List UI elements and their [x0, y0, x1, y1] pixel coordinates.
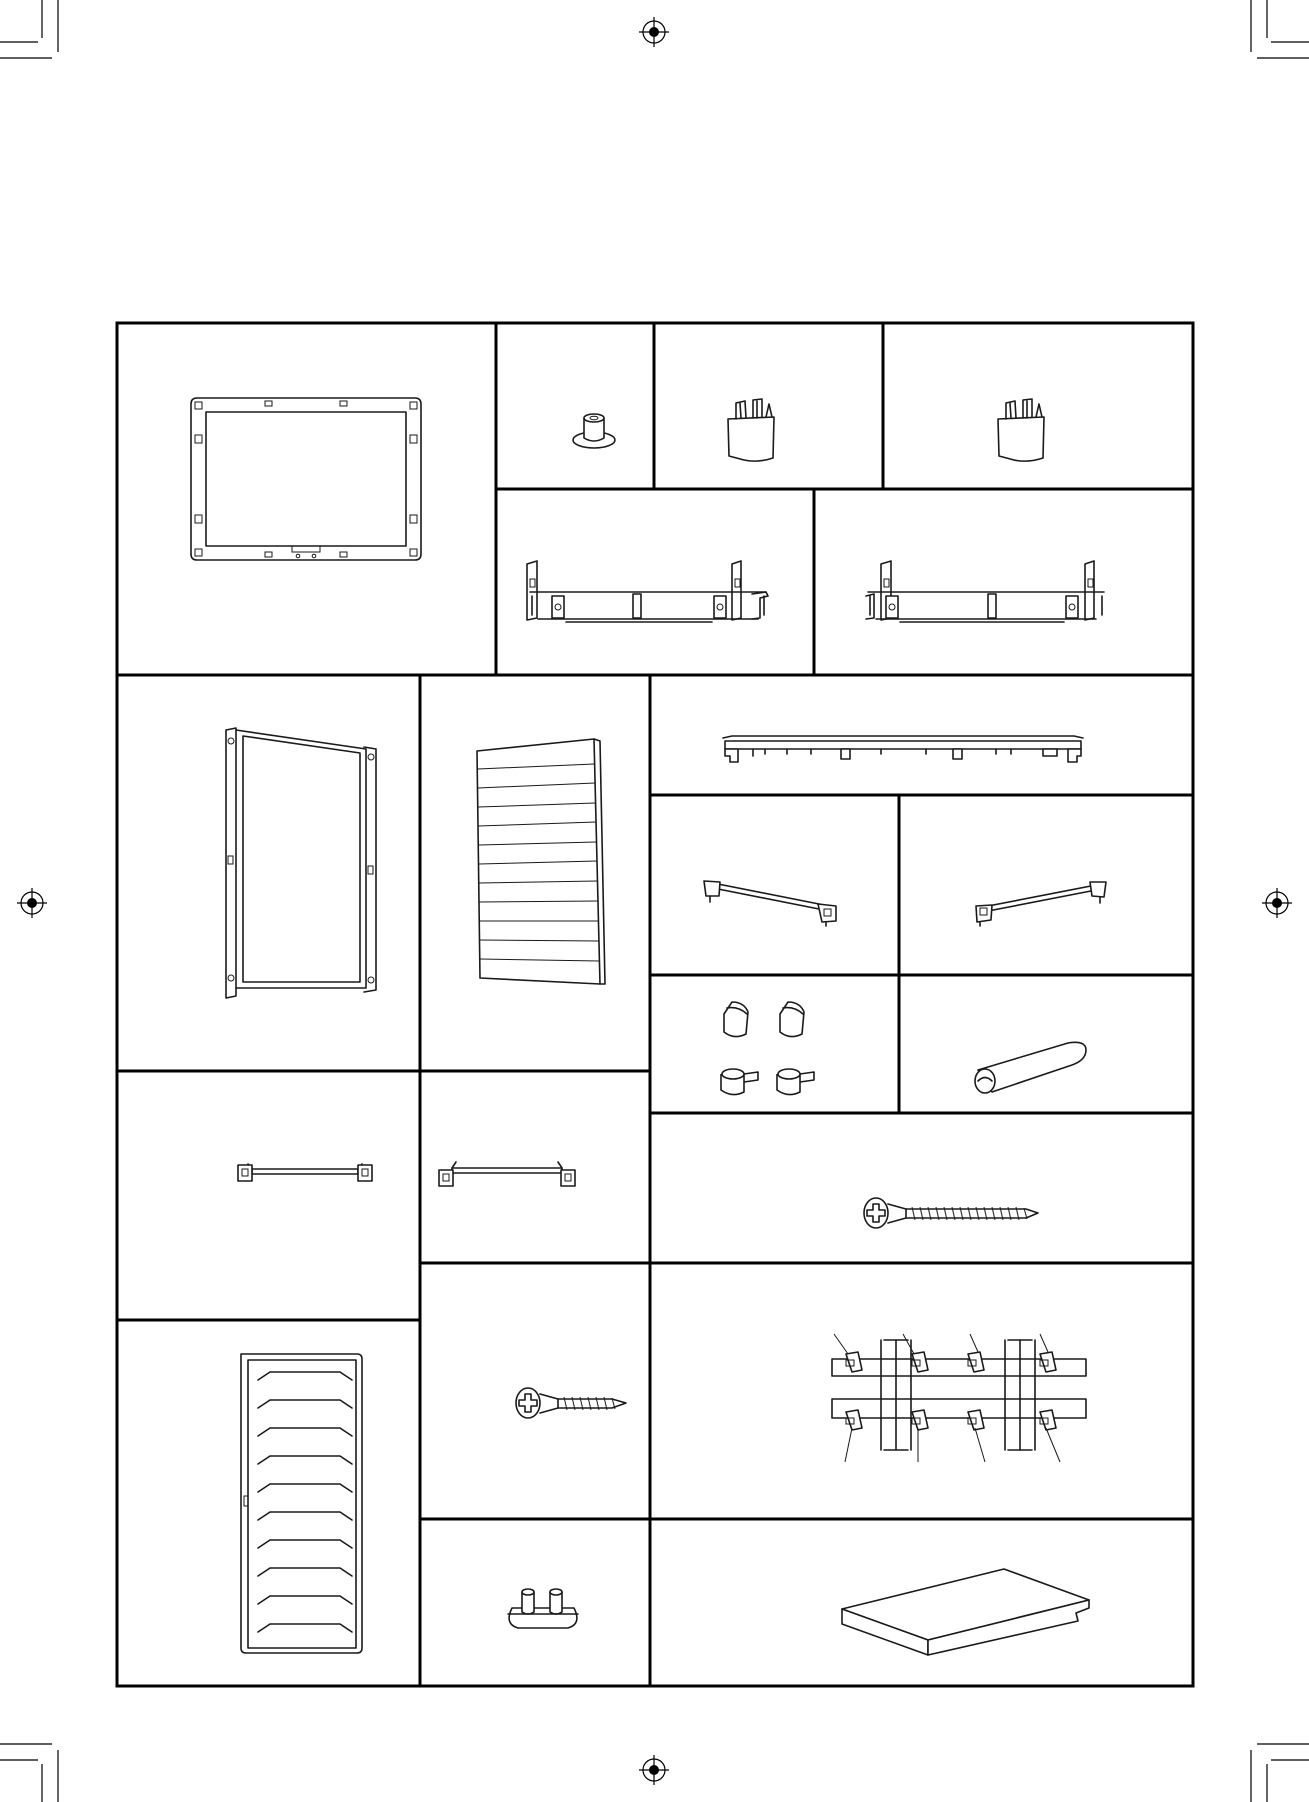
screw-icon	[516, 1388, 626, 1418]
clip-sprue-icon	[832, 1334, 1086, 1462]
registration-mark-bottom	[639, 1755, 669, 1785]
louvered-door-icon	[241, 1354, 362, 1653]
side-rail-icon	[704, 881, 836, 926]
registration-mark-left	[17, 888, 47, 918]
clip-row-bottom	[846, 1410, 1056, 1430]
bracket-icon	[439, 1162, 575, 1186]
bracket-icon	[238, 1164, 372, 1181]
corner-connector-icon	[998, 399, 1044, 461]
top-rail-icon	[723, 736, 1083, 762]
front-beam-icon	[527, 561, 768, 622]
end-cap-icon	[721, 1002, 814, 1095]
side-panel-frame-icon	[226, 728, 376, 998]
corner-connector-icon	[728, 399, 774, 461]
base-frame-icon	[191, 398, 421, 560]
slatted-panel-icon	[477, 739, 605, 984]
registration-mark-right	[1262, 888, 1292, 918]
tube-icon	[975, 1042, 1086, 1093]
screw-icon	[864, 1198, 1038, 1228]
twin-plug-icon	[508, 1589, 578, 1628]
foot-icon	[573, 414, 615, 448]
shelf-board-icon	[842, 1569, 1089, 1655]
clip-row-top	[846, 1352, 1056, 1372]
side-rail-icon	[976, 882, 1106, 926]
front-beam-icon	[866, 561, 1104, 622]
leader-lines	[834, 1334, 1060, 1462]
registration-mark-top	[639, 17, 669, 47]
